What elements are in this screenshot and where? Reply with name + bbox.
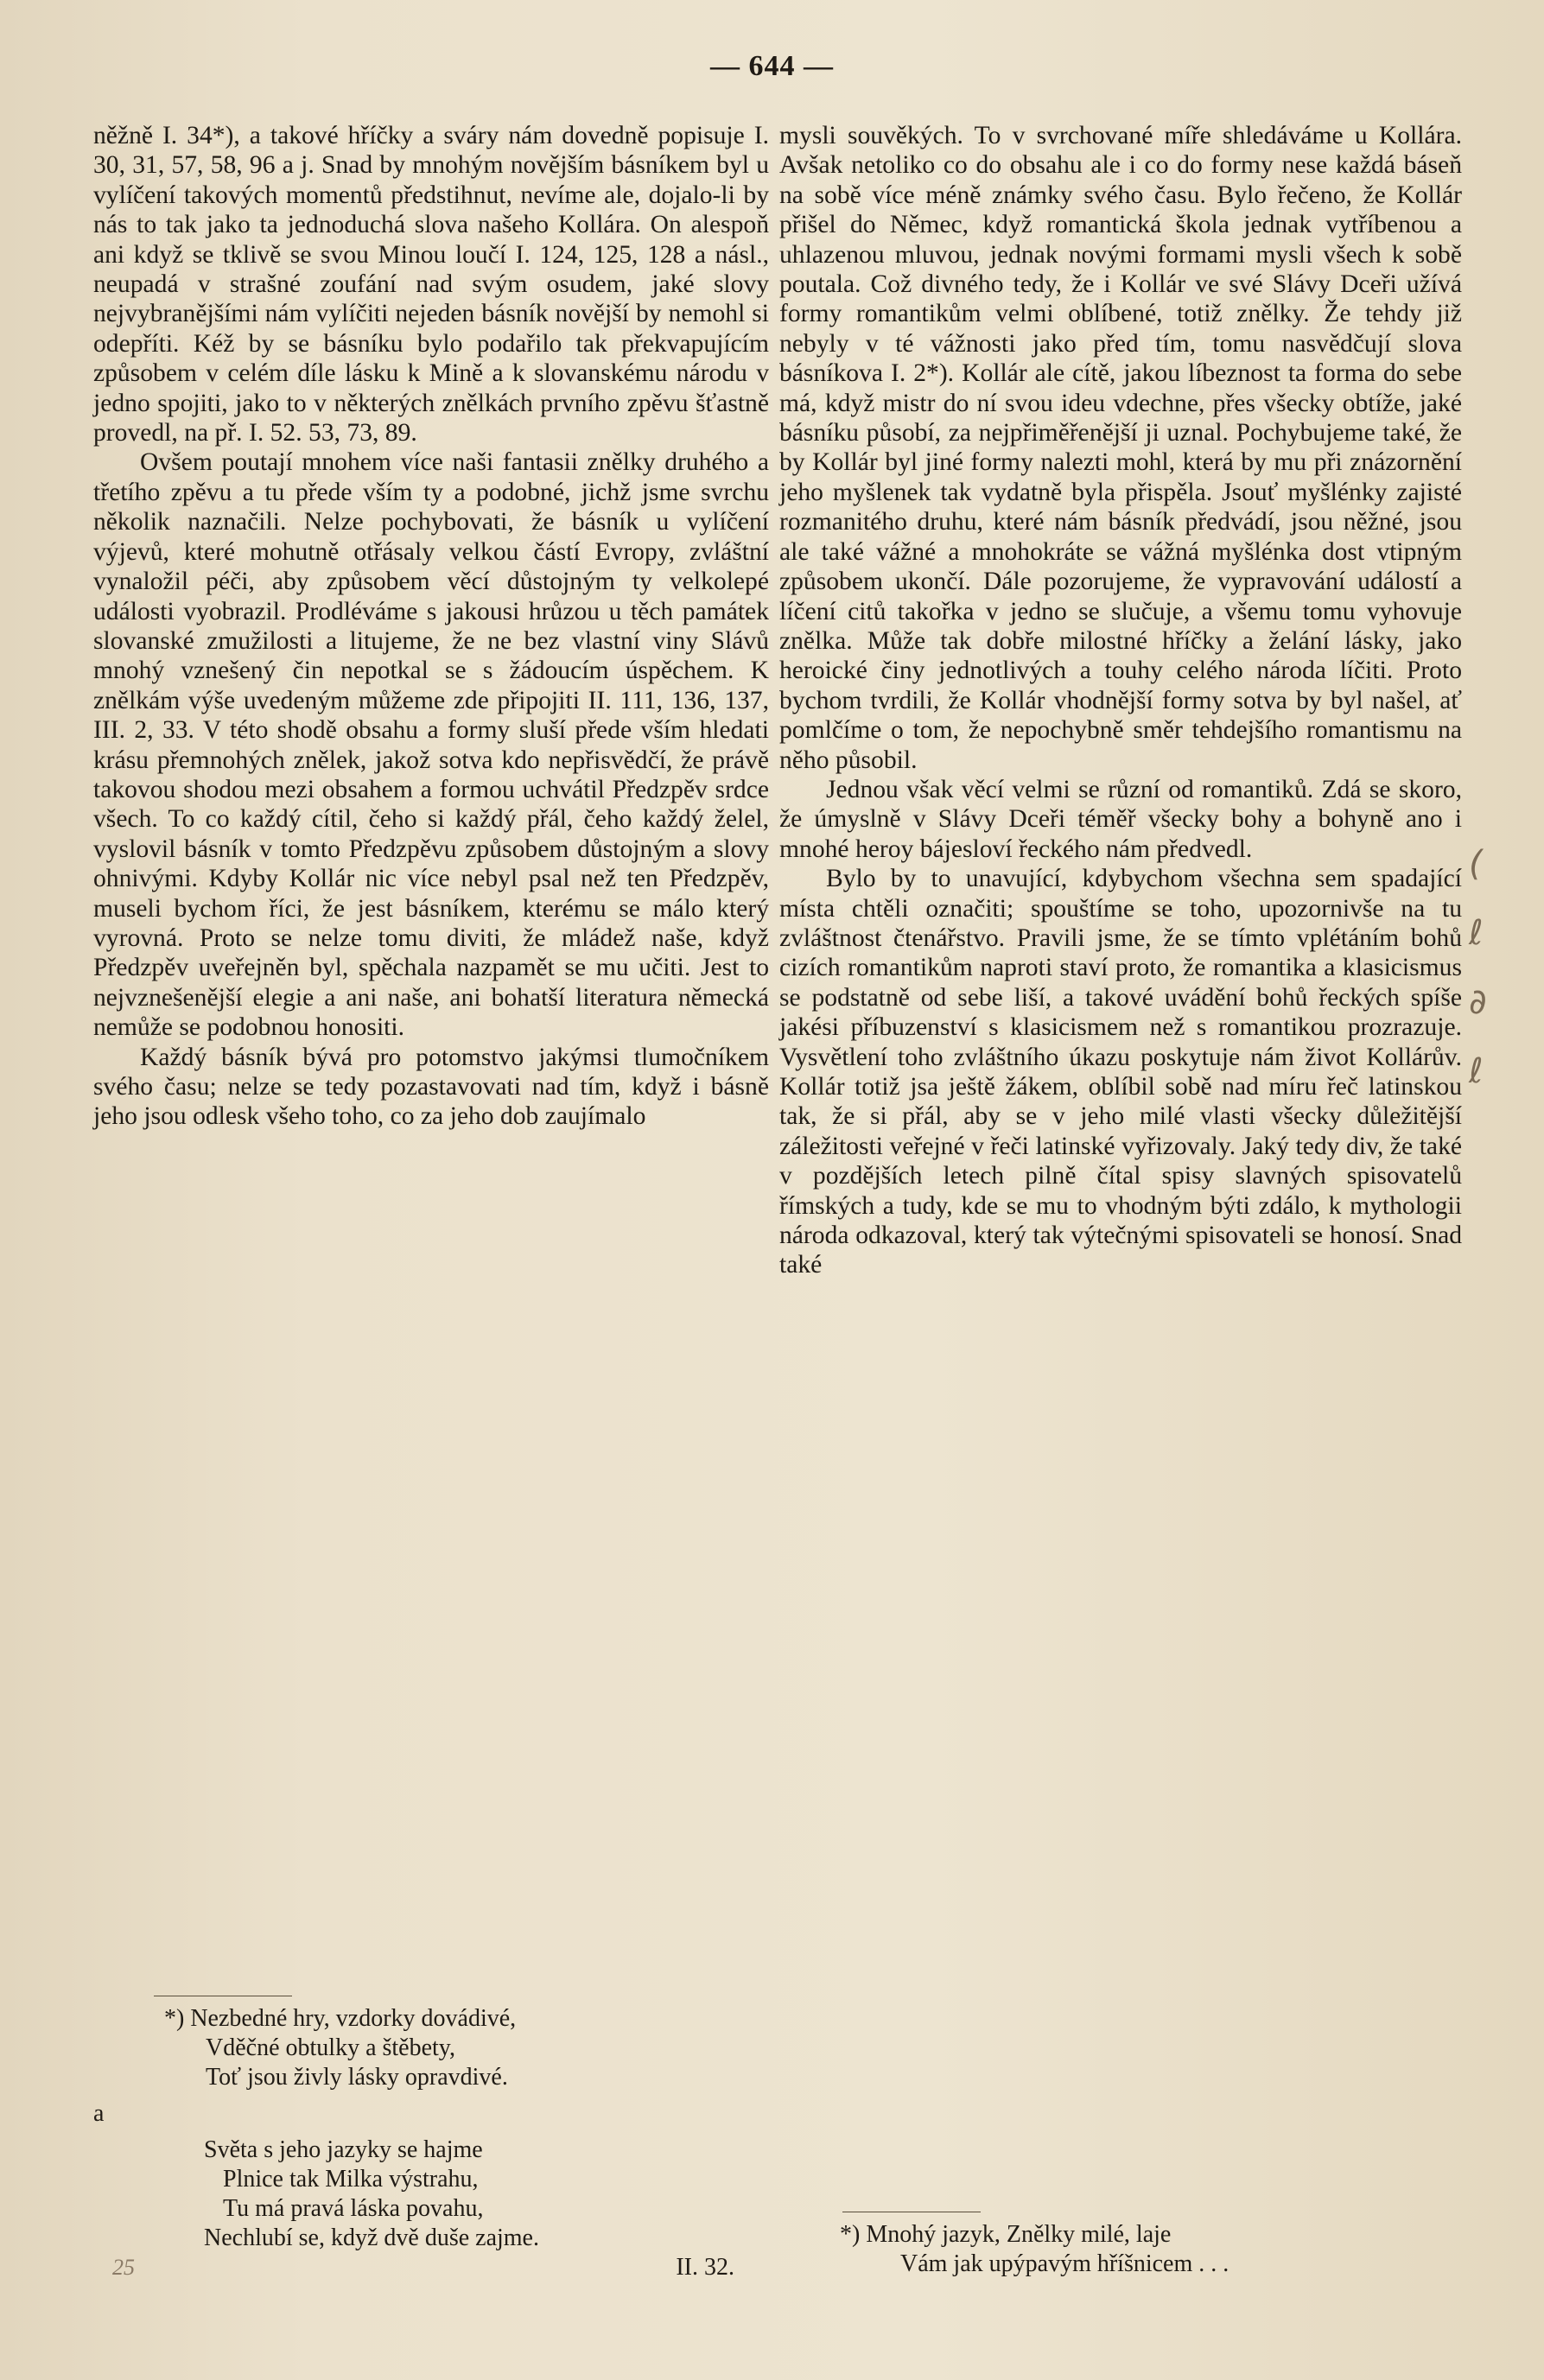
footnote-left-ref: II. 32. (676, 2254, 734, 2281)
pencil-mark: 25 (112, 2255, 135, 2280)
footnote-left-line-4: a (93, 2100, 105, 2127)
page-number: — 644 — (710, 50, 834, 82)
footnote-left (93, 2004, 769, 2282)
footnote-left-line-2: Vděčné obtulky a štěbety, (206, 2034, 455, 2061)
left-column (93, 121, 769, 1132)
footnote-left-line-3: Toť jsou živly lásky opravdivé. (206, 2064, 508, 2091)
left-paragraph-2: Ovšem poutají mnohem více naši fantasii znělky druhého a třetího zpěvu a tu přede vším ty a podobné, jichž jsme svrchu několik naznačili. Nelze pochybovati, že básník u vylíčení výjevů, které mohutně otřásaly velkou částí Evropy, zvláštní vynaložil péči, aby způsobem věcí důstojným ty velkolepé události vyobrazil. Prodléváme s jakousi hrůzou u těch památek slovanské zmužilosti a litujeme, že ne bez vlastní viny Slávů mnohý vznešený čin nepotkal se s žádoucím úspěchem. K znělkám výše uvedeným můžeme zde připojiti II. 111, 136, 137, III. 2, 33. V této shodě obsahu a formy sluší přede vším hledati krásu přemnohých znělek, jakož sotva kdo nepřisvědčí, že právě takovou shodou mezi obsahem a formou uchvátil Předzpěv srdce všech. To co každý cítil, čeho si každý přál, čeho každý želel, vyslovil básník v tomto Předzpěvu způsobem důstojným a slovy ohnivými. Kdyby Kollár nic více nebyl psal než ten Předzpěv, museli bychom říci, že jest básníkem, kterému se málo který vyrovná. Proto se nelze tomu diviti, že mládež naše, když Předzpěv uveřejněn byl, spěchala nazpamět se mu učiti. Jest to nejvznešenější elegie a ani naše, ani bohatší literatura německá nemůže se podobnou honositi. (93, 448, 769, 1042)
margin-mark-3: ∂ (1469, 982, 1487, 1022)
footnote-left-line-8: Nechlubí se, když dvě duše zajme. (204, 2225, 539, 2251)
right-paragraph-1: mysli souvěkých. To v svrchované míře shledáváme u Kollára. Avšak netoliko co do obsahu ale i co do formy nese každá báseň na sobě více méně známky svého času. Bylo řečeno, že Kollár přišel do Němec, když romantická škola jednak vytříbenou a uhlazenou mluvou, jednak novými formami mysli všech k sobě poutala. Což divného tedy, že i Kollár ve své Slávy Dceři užívá formy romantikům velmi oblíbené, totiž znělky. Že tehdy již nebyly v té vážnosti jako před tím, tomu nasvědčují slova básníkova I. 2*). Kollár ale cítě, jakou líbeznost ta forma do sebe má, když mistr do ní svou ideu vdechne, přes všecky obtíže, jaké básníku působí, za nejpřiměřenější ji uznal. Pochybujeme také, že by Kollár byl jiné formy nalezti mohl, která by mu při znázornění jeho myšlenek tak vydatně byla přispěla. Jsouť myšlénky zajisté rozmanitého druhu, které nám básník předvádí, jsou něžné, jsou ale také vážné a mnohokráte se vážná myšlénka dost vtipným způsobem ukončí. Dále pozorujeme, že vypravování událostí a líčení citů takořka v jedno se slučuje, a všemu tomu vyhovuje znělka. Může tak dobře milostné hříčky a želání lásky, jako heroické činy jednotlivých a touhy celého národa líčiti. Proto bychom tvrdili, že Kollár vhodnější formy sotva by byl našel, ať pomlčíme o tom, že nepochybně směr tehdejšího romantismu na něho působil. (779, 122, 1462, 774)
footnote-right-line-1: *) Mnohý jazyk, Znělky milé, laje (840, 2221, 1172, 2248)
footnote-left-line-6: Plnice tak Milka výstrahu, (223, 2166, 479, 2193)
footnote-right-line-2: Vám jak upýpavým hříšnicem . . . (900, 2250, 1229, 2277)
margin-handwritten-marks (1469, 829, 1538, 1106)
footnote-left-line-1: *) Nezbedné hry, vzdorky dovádivé, (164, 2005, 517, 2032)
footnote-right (779, 2220, 1462, 2279)
right-paragraph-3: Bylo by to unavující, kdybychom všechna sem spadající místa chtěli označiti; spouštíme se toho, upozornivše na tu zvláštnost čtenářstvo. Pravili jsme, že se tímto vplétáním bohů cizích romantikům naproti staví proto, že romantika a klasicismus se podstatně od sebe liší, a takové uvádění bohů řeckých spíše jakési příbuzenství s klasicismem než s romantikou prozrazuje. Vysvětlení toho zvláštního úkazu poskytuje nám život Kollárův. Kollár totiž jsa ještě žákem, oblíbil sobě nad míru řeč latinskou tak, že si přál, aby se v jeho milé vlasti všecky důležitější záležitosti veřejné v řeči latinské vyřizovaly. Jaký tedy div, že také v pozdějších letech pilně čítal spisy slavných spisovatelů římských a tudy, kde se mu to vhodným býti zdálo, k mythologii národa odkazoval, který tak výtečnými spisovateli se honosí. Snad také (779, 865, 1462, 1279)
margin-mark-1: ( (1469, 844, 1483, 884)
left-paragraph-3: Každý básník bývá pro potomstvo jakýmsi tlumočníkem svého času; nelze se tedy pozastavovati nad tím, když i básně jeho jsou odlesk všeho toho, co za jeho dob zaujímalo (93, 1043, 769, 1131)
right-paragraph-2: Jednou však věcí velmi se různí od romantiků. Zdá se skoro, že úmyslně v Slávy Dceři téměř všecky bohy a bohyně ano i mnohé heroy bájesloví řeckého nám předvedl. (779, 775, 1462, 863)
footnote-left-line-5: Světa s jeho jazyky se hajme (204, 2136, 483, 2163)
margin-mark-2: ℓ (1469, 913, 1484, 953)
left-paragraph-1: něžně I. 34*), a takové hříčky a sváry nám dovedně popisuje I. 30, 31, 57, 58, 96 a j. Snad by mnohým novějším básníkem byl u vylíčení takových momentů předstihnut, nevíme ale, dojalo-li by nás to tak jako ta jednoduchá slova našeho Kollára. On alespoň ani když se tklivě se svou Minou loučí I. 124, 125, 128 a násl., neupadá v strašné zoufání nad svým osudem, jaké slovy nejvybranějšími nám vylíčiti nejeden básník novější by nemohl si odepříti. Kéž by se básníku bylo podařilo tak překvapujícím způsobem v celém díle lásku k Mině a k slovanskému národu v jedno spojiti, jako to v některých znělkách prvního zpěvu šťastně provedl, na př. I. 52. 53, 73, 89. (93, 122, 769, 447)
right-column (779, 121, 1462, 1280)
footnote-left-line-7: Tu má pravá láska povahu, (223, 2195, 484, 2222)
margin-mark-4: ℓ (1469, 1051, 1484, 1091)
